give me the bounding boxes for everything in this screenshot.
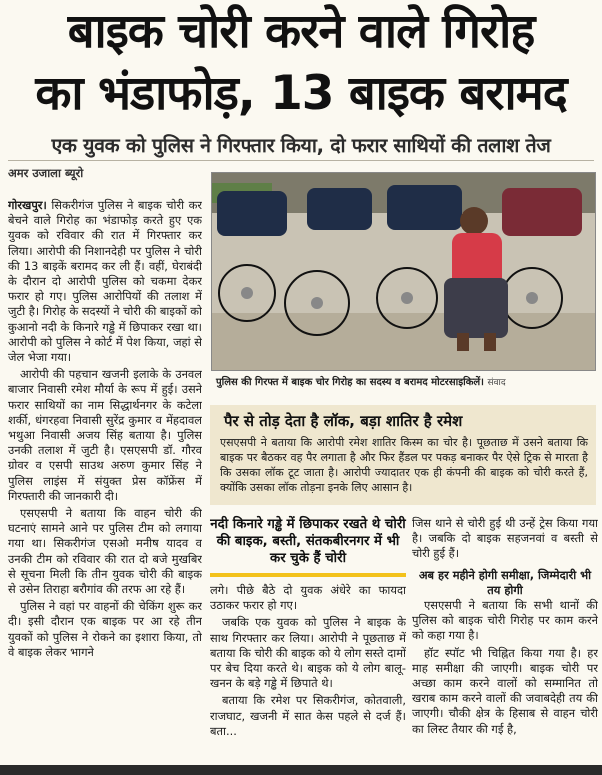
news-photo: [211, 172, 596, 371]
paragraph: जिस थाने से चोरी हुई थी उन्हें ट्रेस किया गया है। जबकि दो बाइक सहजनवां व बस्ती से चोरी हुई हैं।: [412, 516, 598, 561]
info-box-body: एसएसपी ने बताया कि आरोपी रमेश शातिर किस्म का चोर है। पूछताछ में उसने बताया कि बाइक पर बैठकर वह पैर लगाता है और फिर हैंडल पर पकड़ बनाकर पैर ऐसे ट्रिक से मारता है कि उसका लॉक टूट जाता है। आरोपी ज्यादातर एक ही कंपनी की बाइक को चोरी करते हैं, क्योंकि उसका लॉक तोड़ना इनके लिए आसान है।: [220, 436, 588, 494]
info-box: [210, 405, 596, 505]
subheading: अब हर महीने होगी समीक्षा, जिम्मेदारी भी तय होगी: [418, 567, 592, 597]
paragraph: आरोपी की पहचान खजनी इलाके के उनवल बाजार निवासी रमेश मौर्या के रूप में हुई। उसने फरार साथियों का नाम सिद्धार्थनगर के कटेला शर्की, धंगरहवा निवासी सुरेंद्र कुमार व मेंहदावल भथुआ निवासी अजय सिंह बताया है। पुलिस उनकी तलाश में जुटी है। एसएसपी डॉ. गौरव ग्रोवर व एसपी साउथ अरुण कुमार सिंह ने पुलिस लाइंस में संयुक्त प्रेस कॉफ्रेंस में गिरफ्तारी की जानकारी दी।: [8, 367, 202, 503]
article-column-2: [210, 583, 406, 775]
headline-line-1: बाइक चोरी करने वाले गिरोह: [67, 4, 535, 59]
paragraph: जबकि एक युवक को पुलिस ने बाइक के साथ गिरफ्तार कर लिया। आरोपी ने पूछताछ में बताया कि चोरी की बाइक को ये लोग सस्ते दामों पर बेच दिया करते थे। बाइक को ये लोग बालू-खनन के बड़े गड्ढे में छिपाते थे।: [210, 615, 406, 691]
section-heading: नदी किनारे गड्ढे में छिपाकर रखते थे चोरी की बाइक, बस्ती, संतकबीरनगर में भी कर चुके हैं चोरी: [210, 517, 406, 566]
headline-line-2: का भंडाफोड़, 13 बाइक बरामद: [35, 66, 567, 121]
paragraph: बताया कि रमेश पर सिकरीगंज, कोतवाली, राजघाट, खजनी में सात केस पहले से दर्ज हैं। बता...: [210, 693, 406, 738]
paragraph: हॉट स्पॉट भी चिह्नित किया गया है। हर माह समीक्षा की जाएगी। बाइक चोरी पर अच्छा काम करने वालों को सम्मानित तो खराब काम करने वालों की जवाबदेही तय की जाएगी। चौकी क्षेत्र के हिसाब से वाहन चोरी का लिस्ट तैयार की गई है,: [412, 645, 598, 736]
subheadline: एक युवक को पुलिस ने गिरफ्तार किया, दो फरार साथियों की तलाश तेज: [51, 134, 551, 157]
article-column-1: [8, 198, 202, 775]
bottom-bar: [0, 765, 602, 775]
paragraph: एसएसपी ने बताया कि वाहन चोरी की घटनाएं सामने आने पर पुलिस टीम को लगाया गया था। सिकरीगंज एसओ मनीष यादव व उनकी टीम को रविवार की रात दो बजे मुखबिर से सूचना मिली कि तीन युवक चोरी की बाइक से उसेन तिराहा बरौगांव की तरफ आ रहे हैं।: [8, 506, 202, 597]
paragraph: एसएसपी ने बताया कि सभी थानों की पुलिस को बाइक चोरी गिरोह पर काम करने को कहा गया है।: [412, 598, 598, 643]
paragraph-text: सिकरीगंज पुलिस ने बाइक चोरी कर बेचने वाले गिरोह का भंडाफोड़ करते हुए एक युवक को रविवार की रात में गिरफ्तार कर लिया। आरोपी की निशानदेही पर पुलिस ने चोरी की 13 बाइकें बरामद कर ली हैं। वहीं, घेराबंदी के दौरान दो आरोपी पुलिस को चकमा देकर फरार हो गए। पुलिस आरोपियों की तलाश में जुटी है। गिरोह के सदस्यों ने चोरी की बाइकों को कुआनो नदी के किनारे गड्ढे में छिपाकर रखा था। आरोपी को पुलिस ने कोर्ट में पेश किया, जहां से जेल भेजा गया।: [8, 198, 202, 365]
photo-illustration: [212, 173, 595, 370]
divider: [8, 160, 594, 161]
info-box-title: पैर से तोड़ देता है लॉक, बड़ा शातिर है रमेश: [224, 412, 463, 430]
paragraph: पुलिस ने वहां पर वाहनों की चेकिंग शुरू कर दी। इसी दौरान एक बाइक पर आ रहे तीन युवकों को पुलिस ने रोकने का इशारा किया, तो वे बाइक लेकर भागने: [8, 599, 202, 659]
dateline: गोरखपुर।: [8, 198, 47, 212]
paragraph: लगे। पीछे बैठे दो युवक अंधेरे का फायदा उठाकर फरार हो गए।: [210, 583, 406, 613]
caption-tag: संवाद: [487, 378, 506, 388]
article-column-3: [412, 516, 598, 775]
photo-caption: [216, 374, 596, 388]
heading-underline: [210, 573, 406, 577]
paragraph: [8, 198, 202, 365]
byline: अमर उजाला ब्यूरो: [8, 166, 84, 180]
caption-text: पुलिस की गिरफ्त में बाइक चोर गिरोह का सदस्य व बरामद मोटरसाइकिलें।: [216, 377, 484, 388]
